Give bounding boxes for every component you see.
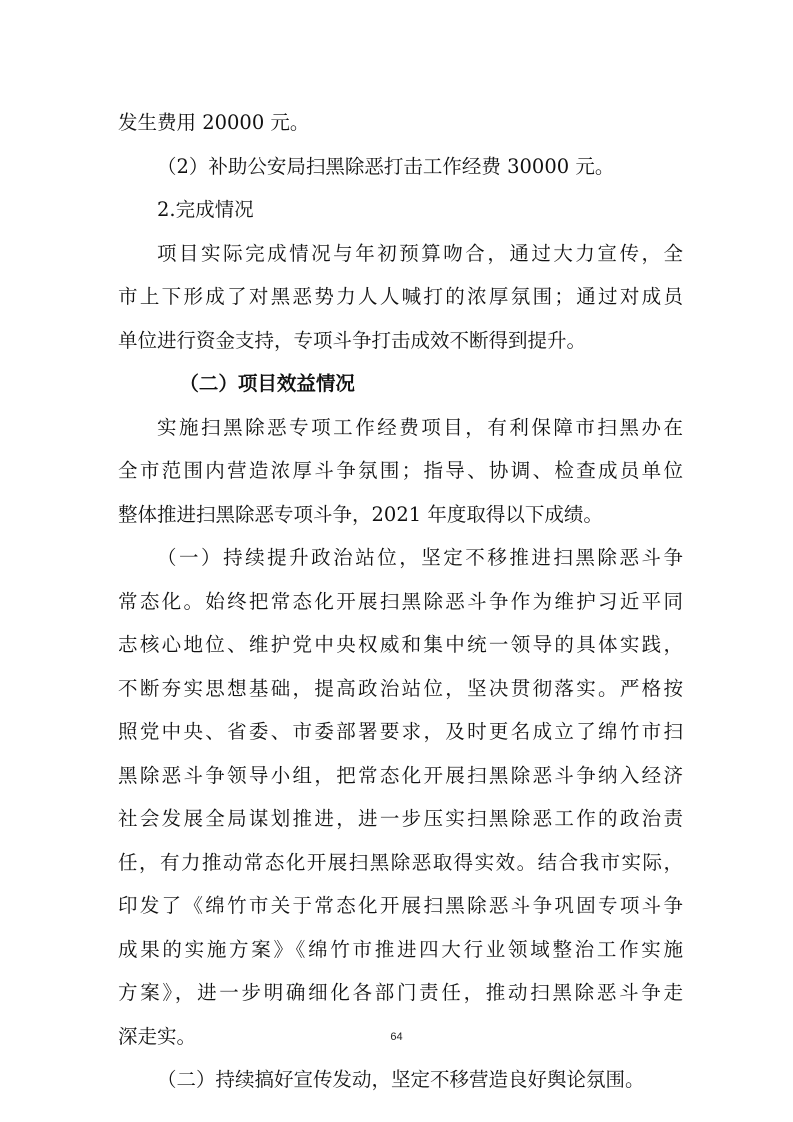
text-line: （二）项目效益情况 — [179, 372, 355, 395]
text-line: （一）持续提升政治站位，坚定不移推进扫黑除恶斗争 — [157, 546, 683, 569]
text-line: 任，有力推动常态化开展扫黑除恶取得实效。结合我市实际， — [118, 850, 683, 874]
paragraph — [118, 1058, 683, 1102]
text-line: 实施扫黑除恶专项工作经费项目，有利保障市扫黑办在 — [157, 415, 683, 439]
paragraph — [118, 101, 683, 145]
text-line: 不断夯实思想基础，提高政治站位，坚决贯彻落实。严格按 — [118, 676, 683, 700]
document-body — [118, 101, 683, 1102]
text-line: 成果的实施方案》《绵竹市推进四大行业领域整治工作实施 — [118, 937, 683, 961]
paragraph — [118, 536, 683, 1058]
text-line: 全市范围内营造浓厚斗争氛围；指导、协调、检查成员单位 — [118, 459, 683, 482]
text-line: 2.完成情况 — [157, 198, 254, 221]
text-line: 社会发展全局谋划推进，进一步压实扫黑除恶工作的政治责 — [118, 807, 683, 830]
text-line: 黑除恶斗争领导小组，把常态化开展扫黑除恶斗争纳入经济 — [118, 763, 683, 787]
text-line: 照党中央、省委、市委部署要求，及时更名成立了绵竹市扫 — [118, 720, 683, 743]
page-number: 64 — [390, 1031, 403, 1043]
paragraph — [118, 406, 683, 537]
paragraph — [118, 232, 683, 363]
text-line: 项目实际完成情况与年初预算吻合，通过大力宣传，全 — [157, 241, 683, 265]
paragraph — [118, 145, 683, 189]
text-line: 发生费用 20000 元。 — [118, 111, 310, 134]
paragraph — [118, 188, 683, 232]
text-line: 方案》，进一步明确细化各部门责任，推动扫黑除恶斗争走 — [118, 981, 683, 1004]
section-heading — [118, 362, 683, 406]
text-line: 市上下形成了对黑恶势力人人喊打的浓厚氛围；通过对成员 — [118, 285, 683, 308]
text-line: （二）持续搞好宣传发动，坚定不移营造良好舆论氛围。 — [157, 1068, 645, 1091]
text-line: 深走实。 — [118, 1024, 197, 1048]
text-line: （2）补助公安局扫黑除恶打击工作经费 30000 元。 — [157, 154, 615, 178]
text-line: 整体推进扫黑除恶专项斗争，2021 年度取得以下成绩。 — [118, 502, 603, 526]
text-line: 单位进行资金支持，专项斗争打击成效不断得到提升。 — [118, 328, 587, 352]
text-line: 常态化。始终把常态化开展扫黑除恶斗争作为维护习近平同 — [118, 589, 683, 613]
text-line: 印发了《绵竹市关于常态化开展扫黑除恶斗争巩固专项斗争 — [118, 894, 683, 917]
text-line: 志核心地位、维护党中央权威和集中统一领导的具体实践， — [118, 633, 683, 656]
